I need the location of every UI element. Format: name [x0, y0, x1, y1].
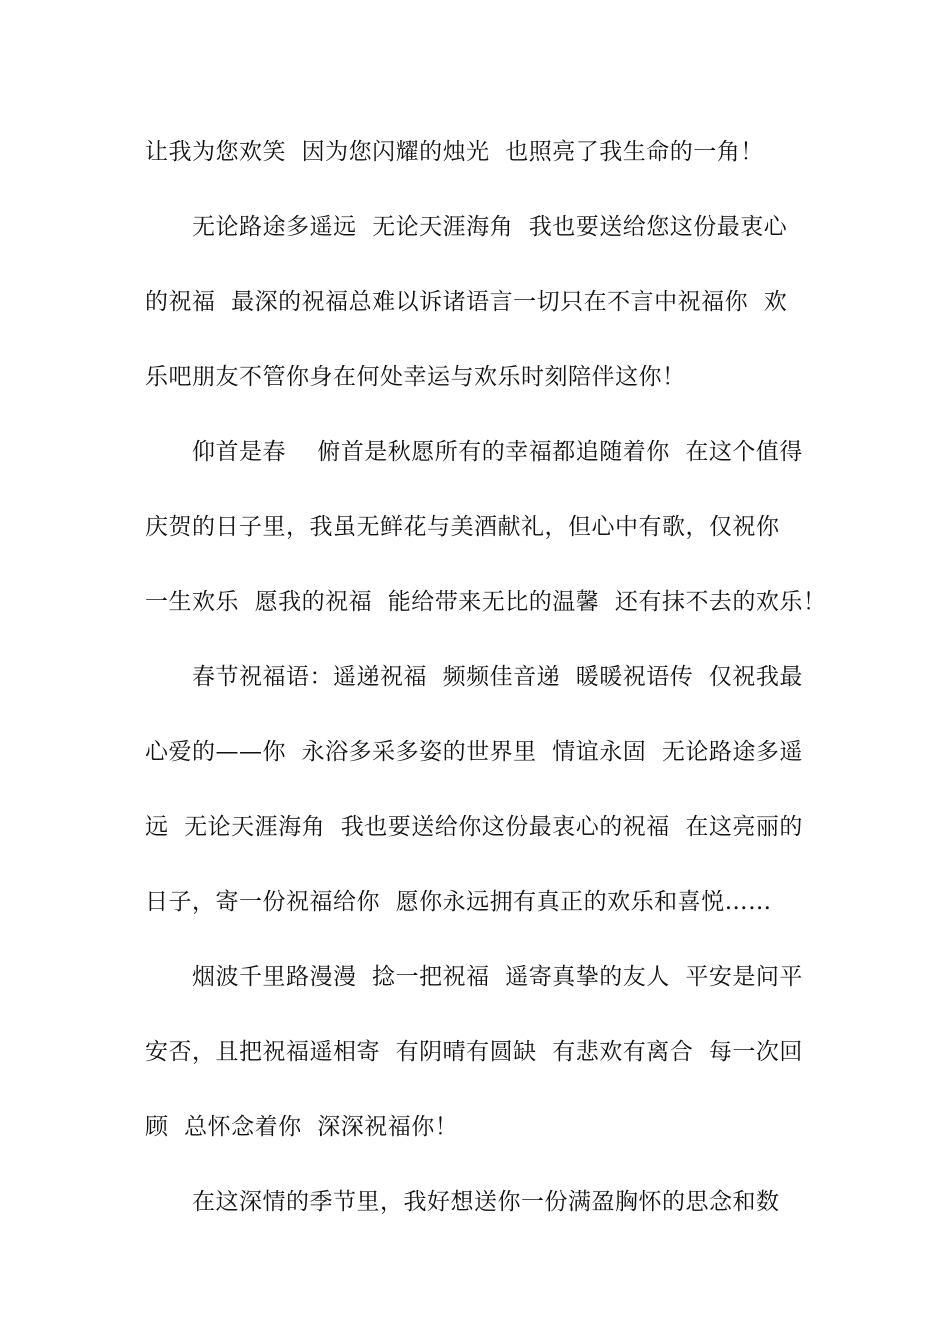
text-line-6: 庆贺的日子里，我虽无鲜花与美酒献礼，但心中有歌，仅祝你: [145, 514, 780, 540]
text-line-14: 顾 总怀念着你 深深祝福你！: [145, 1114, 459, 1140]
text-line-8: 春节祝福语：遥递祝福 频频佳音递 暖暖祝语传 仅祝我最: [192, 664, 803, 690]
text-line-2: 无论路途多遥远 无论天涯海角 我也要送给您这份最衷心: [192, 214, 788, 240]
text-line-11: 日子，寄一份祝福给你 愿你永远拥有真正的欢乐和喜悦……: [145, 889, 772, 915]
text-line-7: 一生欢乐 愿我的祝福 能给带来无比的温馨 还有抹不去的欢乐！: [145, 589, 827, 615]
text-line-15: 在这深情的季节里，我好想送你一份满盈胸怀的思念和数: [192, 1189, 780, 1215]
text-line-12: 烟波千里路漫漫 捻一把祝福 遥寄真挚的友人 平安是问平: [192, 964, 803, 990]
text-line-4: 乐吧朋友不管你身在何处幸运与欢乐时刻陪伴这你！: [145, 364, 686, 390]
text-line-5: 仰首是春 俯首是秋愿所有的幸福都追随着你 在这个值得: [192, 439, 803, 465]
text-line-13: 安否，且把祝福遥相寄 有阴晴有圆缺 有悲欢有离合 每一次回: [145, 1039, 803, 1065]
text-line-3: 的祝福 最深的祝福总难以诉诸语言一切只在不言中祝福你 欢: [145, 289, 788, 315]
text-line-9: 心爱的——你 永浴多采多姿的世界里 情谊永固 无论路途多遥: [145, 739, 803, 765]
text-line-1: 让我为您欢笑 因为您闪耀的烛光 也照亮了我生命的一角！: [145, 139, 764, 165]
text-line-10: 远 无论天涯海角 我也要送给你这份最衷心的祝福 在这亮丽的: [145, 814, 803, 840]
